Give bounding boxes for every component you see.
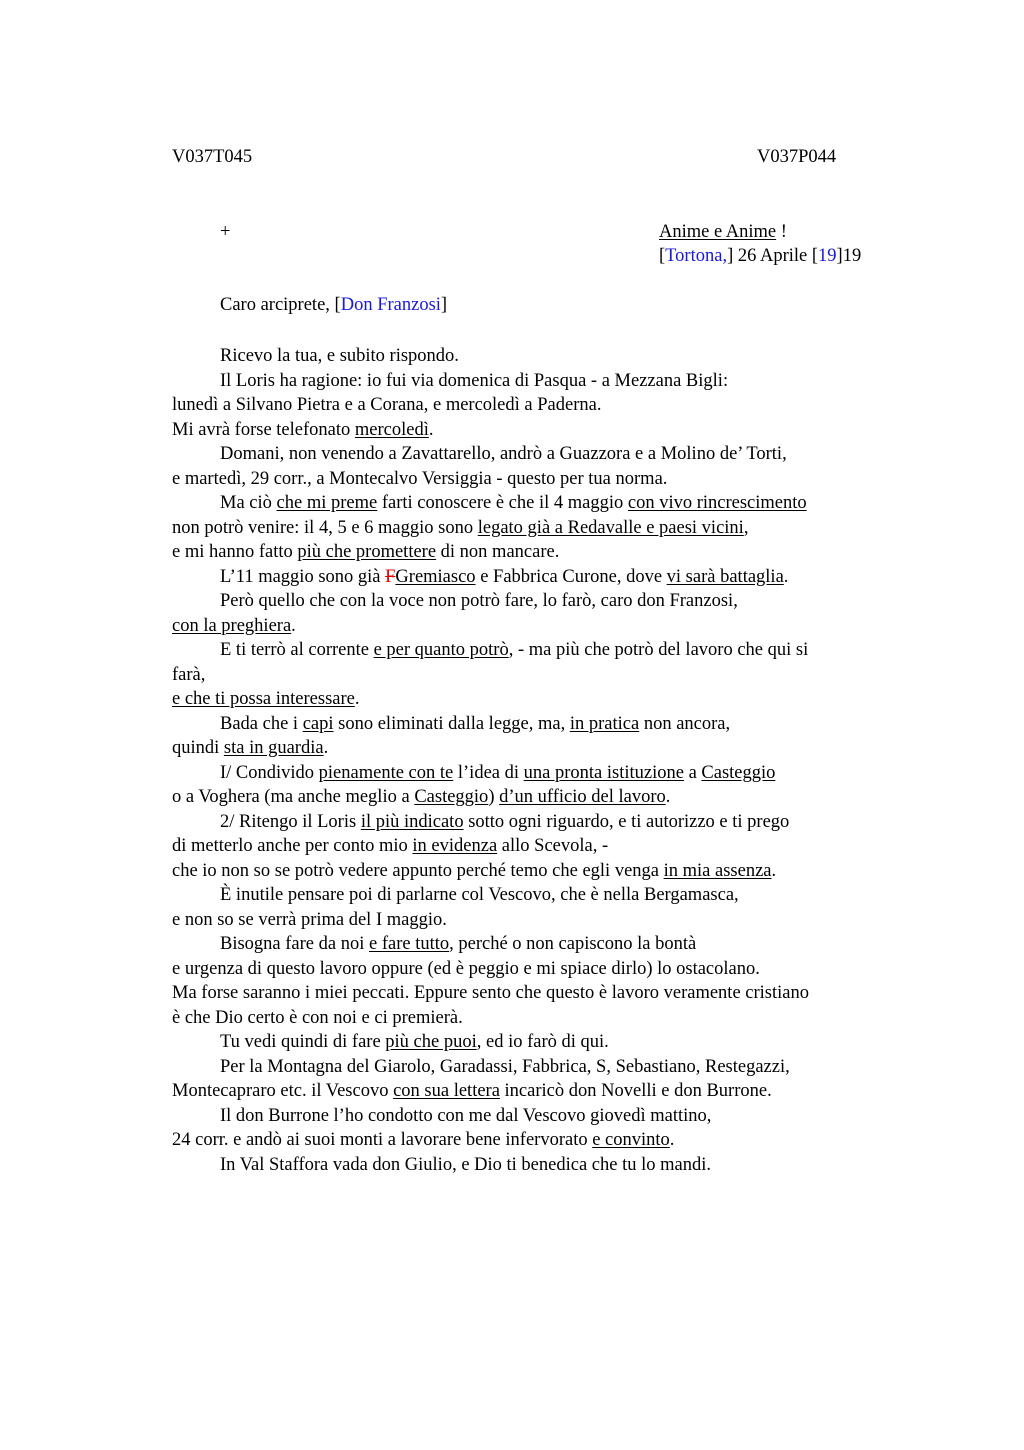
underlined-text: Casteggio: [701, 762, 776, 783]
letter-line: [172, 1128, 892, 1153]
line-text: .: [665, 787, 671, 807]
line-text: non ancora,: [639, 713, 731, 734]
line-text: Però quello che con la voce non potrò fare, lo farò, caro don Franzosi,: [220, 591, 738, 611]
letter-line: [172, 442, 892, 467]
line-text: Per la Montagna del Giarolo, Garadassi, Fabbrica, S, Sebastiano, Restegazzi,: [220, 1056, 790, 1077]
document-code-left: V037T045: [172, 147, 253, 167]
letter-line: [172, 883, 892, 908]
underlined-text: capi: [302, 713, 334, 734]
line-text: E ti terrò al corrente: [220, 640, 374, 660]
line-text: o a Voghera (ma anche meglio a: [172, 787, 415, 807]
salutation: [220, 295, 447, 316]
underlined-text: più che promettere: [297, 542, 437, 562]
letter-line: [172, 1006, 892, 1031]
line-text: 2/ Ritengo il Loris: [220, 811, 361, 832]
dateline: [659, 246, 861, 267]
underlined-text: e per quanto potrò: [373, 640, 509, 660]
line-text: In Val Staffora vada don Giulio, e Dio ti benedica che tu lo mandi.: [220, 1154, 711, 1175]
underlined-text: e convinto: [592, 1130, 670, 1150]
line-text: incaricò don Novelli e don Burrone.: [499, 1081, 772, 1101]
line-text: è che Dio certo è con noi e ci premierà.: [172, 1007, 463, 1028]
letter-line: [172, 589, 892, 614]
motto: [659, 222, 787, 243]
letter-line: [172, 785, 892, 810]
salutation-name: Don Franzosi: [340, 295, 441, 315]
line-text: Mi avrà forse telefonato: [172, 419, 355, 440]
letter-line: [172, 1079, 892, 1104]
underlined-text: con la preghiera: [172, 615, 292, 636]
line-text: ,: [743, 517, 749, 538]
dateline-bracket: [: [811, 246, 819, 266]
letter-line: [172, 1104, 892, 1129]
letter-line: [172, 344, 892, 369]
line-text: e urgenza di questo lavoro oppure (ed è peggio e mi spiace dirlo) lo ostacolano.: [172, 958, 760, 979]
line-text: .: [669, 1130, 675, 1150]
line-text: , ed io farò di qui.: [476, 1032, 609, 1052]
line-text: Montecapraro etc. il Vescovo: [172, 1081, 394, 1101]
line-text: L’11 maggio sono già: [220, 566, 386, 587]
line-text: che io non so se potrò vedere appunto perché temo che egli venga: [172, 860, 664, 881]
underlined-text: una pronta istituzione: [523, 762, 684, 783]
line-text: farà,: [172, 664, 206, 685]
underlined-text: in mia assenza: [663, 860, 772, 881]
letter-line: [172, 369, 892, 394]
letter-line: [172, 908, 892, 933]
underlined-text: che mi preme: [276, 493, 378, 513]
underlined-text: e che ti possa interessare: [172, 689, 355, 709]
line-text: .: [428, 419, 434, 440]
letter-line: [172, 491, 892, 516]
underlined-text: vi sarà battaglia: [666, 566, 784, 587]
line-text: Ma ciò: [220, 493, 277, 513]
salutation-bracket: ]: [440, 295, 448, 315]
underlined-text: Casteggio: [414, 787, 489, 807]
line-text: sotto ogni riguardo, e ti autorizzo e ti prego: [463, 811, 790, 832]
line-text: I/ Condivido: [220, 762, 319, 783]
underlined-text: il più indicato: [360, 811, 464, 832]
line-text: Bisogna fare da noi: [220, 934, 369, 954]
line-text: e martedì, 29 corr., a Montecalvo Versiggia - questo per tua norma.: [172, 468, 668, 489]
motto-text: Anime e Anime: [659, 222, 777, 242]
letter-line: [172, 418, 892, 443]
letter-line: [172, 565, 892, 590]
line-text: .: [291, 615, 296, 636]
letter-line: [172, 467, 892, 492]
line-text: quindi: [172, 738, 224, 758]
letter-body: [172, 344, 892, 1177]
line-text: di non mancare.: [436, 542, 560, 562]
letter-line: [172, 932, 892, 957]
underlined-text: più che puoi: [385, 1032, 477, 1052]
letter-line: [172, 614, 892, 639]
letter-line: [172, 687, 892, 712]
line-text: l’idea di: [453, 762, 524, 783]
dateline-century: 19: [818, 246, 837, 266]
underlined-text: Gremiasco: [395, 566, 476, 587]
letter-line: [172, 663, 892, 688]
line-text: .: [323, 738, 329, 758]
letter-line: [172, 810, 892, 835]
letter-line: [172, 859, 892, 884]
underlined-text: pienamente con te: [318, 762, 454, 783]
line-text: .: [354, 689, 360, 709]
salutation-bracket: [: [334, 295, 341, 315]
underlined-text: legato già a Redavalle e paesi vicini: [477, 517, 744, 538]
letter-line: [172, 1030, 892, 1055]
line-text: Il Loris ha ragione: io fui via domenica di Pasqua - a Mezzana Bigli:: [220, 370, 729, 391]
line-text: allo Scevola, -: [497, 836, 609, 856]
dateline-bracket: [: [659, 246, 666, 266]
line-text: ): [488, 787, 500, 807]
line-text: lunedì a Silvano Pietra e a Corana, e mercoledì a Paderna.: [172, 395, 602, 415]
letter-line: [172, 712, 892, 737]
line-text: , perché o non capiscono la bontà: [449, 934, 697, 954]
line-text: farti conoscere è che il 4 maggio: [377, 493, 628, 513]
line-text: e mi hanno fatto: [172, 542, 298, 562]
struck-text: F: [385, 566, 396, 587]
letter-line: [172, 516, 892, 541]
dateline-year: ]19: [836, 246, 862, 266]
line-text: .: [771, 860, 777, 881]
underlined-text: in evidenza: [412, 836, 498, 856]
dateline-place: Tortona,: [665, 246, 728, 266]
letter-line: [172, 638, 892, 663]
line-text: e Fabbrica Curone, dove: [475, 566, 667, 587]
letter-line: [172, 393, 892, 418]
underlined-text: mercoledì: [354, 419, 429, 440]
dateline-date: ] 26 Aprile: [727, 246, 812, 266]
underlined-text: con sua lettera: [393, 1081, 500, 1101]
line-text: e non so se verrà prima del I maggio.: [172, 909, 447, 930]
line-text: È inutile pensare poi di parlarne col Vescovo, che è nella Bergamasca,: [220, 885, 739, 905]
letter-line: [172, 736, 892, 761]
line-text: Tu vedi quindi di fare: [220, 1032, 386, 1052]
letter-line: [172, 834, 892, 859]
line-text: non potrò venire: il 4, 5 e 6 maggio sono: [172, 517, 478, 538]
line-text: , - ma più che potrò del lavoro che qui si: [508, 640, 809, 660]
line-text: di metterlo anche per conto mio: [172, 836, 413, 856]
letter-line: [172, 981, 892, 1006]
line-text: sono eliminati dalla legge, ma,: [333, 713, 570, 734]
line-text: a: [683, 762, 702, 783]
line-text: 24 corr. e andò ai suoi monti a lavorare bene infervorato: [172, 1130, 593, 1150]
letter-line: [172, 761, 892, 786]
letter-line: [172, 540, 892, 565]
underlined-text: in pratica: [569, 713, 640, 734]
underlined-text: e fare tutto: [369, 934, 450, 954]
line-text: Domani, non venendo a Zavattarello, andrò a Guazzora e a Molino de’ Torti,: [220, 444, 787, 464]
letter-line: [172, 957, 892, 982]
letter-line: [172, 1153, 892, 1178]
salutation-text: Caro arciprete,: [220, 295, 335, 315]
line-text: .: [783, 566, 789, 587]
document-code-right: V037P044: [757, 147, 837, 167]
cross-mark: +: [220, 222, 231, 242]
motto-exclam: !: [776, 222, 787, 242]
line-text: Bada che i: [220, 713, 303, 734]
underlined-text: con vivo rincrescimento: [627, 493, 807, 513]
line-text: Ricevo la tua, e subito rispondo.: [220, 346, 459, 366]
line-text: Il don Burrone l’ho condotto con me dal Vescovo giovedì mattino,: [220, 1105, 712, 1126]
line-text: Ma forse saranno i miei peccati. Eppure sento che questo è lavoro veramente cristiano: [172, 983, 809, 1003]
underlined-text: sta in guardia: [223, 738, 324, 758]
underlined-text: d’un ufficio del lavoro: [499, 787, 666, 807]
letter-line: [172, 1055, 892, 1080]
